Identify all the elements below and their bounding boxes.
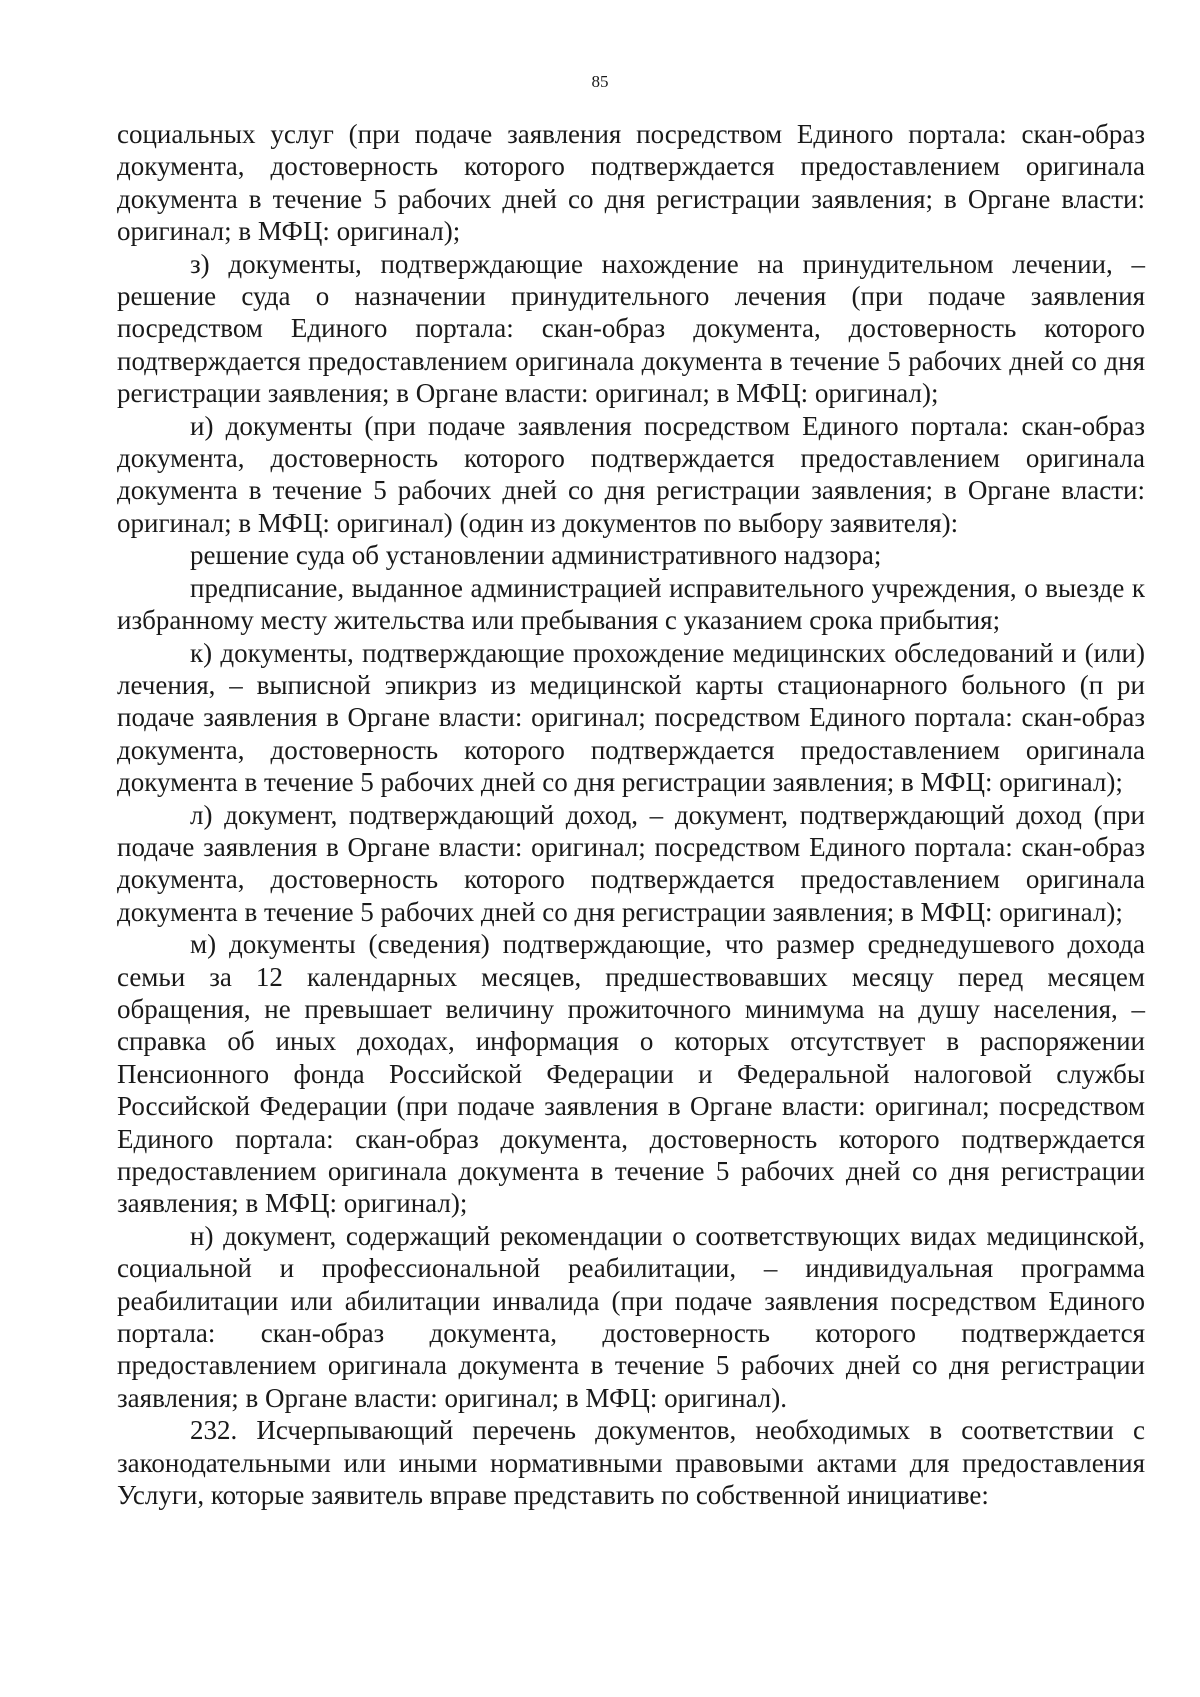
paragraph-item-m: м) документы (сведения) подтверждающие, что размер среднедушевого дохода семьи за 12 календарных месяцев, предшествовавших месяцу перед месяцем обращения, не превышает величину прожиточного минимума на душу населения, – справка об иных доходах, информация о которых отсутствует в распоряжении Пенсионного фонда Российской Федерации и Федеральной налоговой службы Российской Федерации (при подаче заявления в Органе власти: оригинал; посредством Единого портала: скан-образ документа, достоверность которого подтверждается предоставлением оригинала документа в течение 5 рабочих дней со дня регистрации заявления; в МФЦ: оригинал); bbox=[117, 929, 1145, 1219]
paragraph-item-i: и) документы (при подаче заявления посредством Единого портала: скан-образ документа, достоверность которого подтверждается предоставлением оригинала документа в течение 5 рабочих дней со дня регистрации заявления; в Органе власти: оригинал; в МФЦ: оригинал) (один из документов по выбору заявителя): bbox=[117, 410, 1145, 538]
document-body bbox=[117, 118, 1145, 1511]
paragraph-item-k: к) документы, подтверждающие прохождение медицинских обследований и (или) лечения, – выписной эпикриз из медицинской карты стационарного больного (п ри подаче заявления в Органе власти: оригинал; посредством Единого портала: скан-образ документа, достоверность которого подтверждается предоставлением оригинала документа в течение 5 рабочих дней со дня регистрации заявления; в МФЦ: оригинал); bbox=[117, 637, 1145, 798]
paragraph-item-n: н) документ, содержащий рекомендации о соответствующих видах медицинской, социальной и профессиональной реабилитации, – индивидуальная программа реабилитации или абилитации инвалида (при подаче заявления посредством Единого портала: скан-образ документа, достоверность которого подтверждается предоставлением оригинала документа в течение 5 рабочих дней со дня регистрации заявления; в Органе власти: оригинал; в МФЦ: оригинал). bbox=[117, 1220, 1145, 1413]
paragraph-item-z: з) документы, подтверждающие нахождение на принудительном лечении, – решение суда о назначении принудительного лечения (при подаче заявления посредством Единого портала: скан-образ документа, достоверность которого подтверждается предоставлением оригинала документа в течение 5 рабочих дней со дня регистрации заявления; в Органе власти: оригинал; в МФЦ: оригинал); bbox=[117, 248, 1145, 409]
paragraph-court-decision: решение суда об установлении административного надзора; bbox=[190, 540, 882, 571]
paragraph-prescription: предписание, выданное администрацией исправительного учреждения, о выезде к избранному месту жительства или пребывания с указанием срока прибытия; bbox=[117, 572, 1145, 636]
page-number: 85 bbox=[591, 72, 609, 91]
paragraph-item-l: л) документ, подтверждающий доход, – документ, подтверждающий доход (при подаче заявления в Органе власти: оригинал; посредством Единого портала: скан-образ документа, достоверность которого подтверждается предоставлением оригинала документа в течение 5 рабочих дней со дня регистрации заявления; в МФЦ: оригинал); bbox=[117, 799, 1145, 927]
paragraph-clause-232: 232. Исчерпывающий перечень документов, необходимых в соответствии с законодательными или иными нормативными правовыми актами для предоставления Услуги, которые заявитель вправе представить по собственной инициативе: bbox=[117, 1415, 1145, 1511]
paragraph-continuation: социальных услуг (при подаче заявления посредством Единого портала: скан-образ документа, достоверность которого подтверждается предоставлением оригинала документа в течение 5 рабочих дней со дня регистрации заявления; в Органе власти: оригинал; в МФЦ: оригинал); bbox=[117, 119, 1145, 247]
